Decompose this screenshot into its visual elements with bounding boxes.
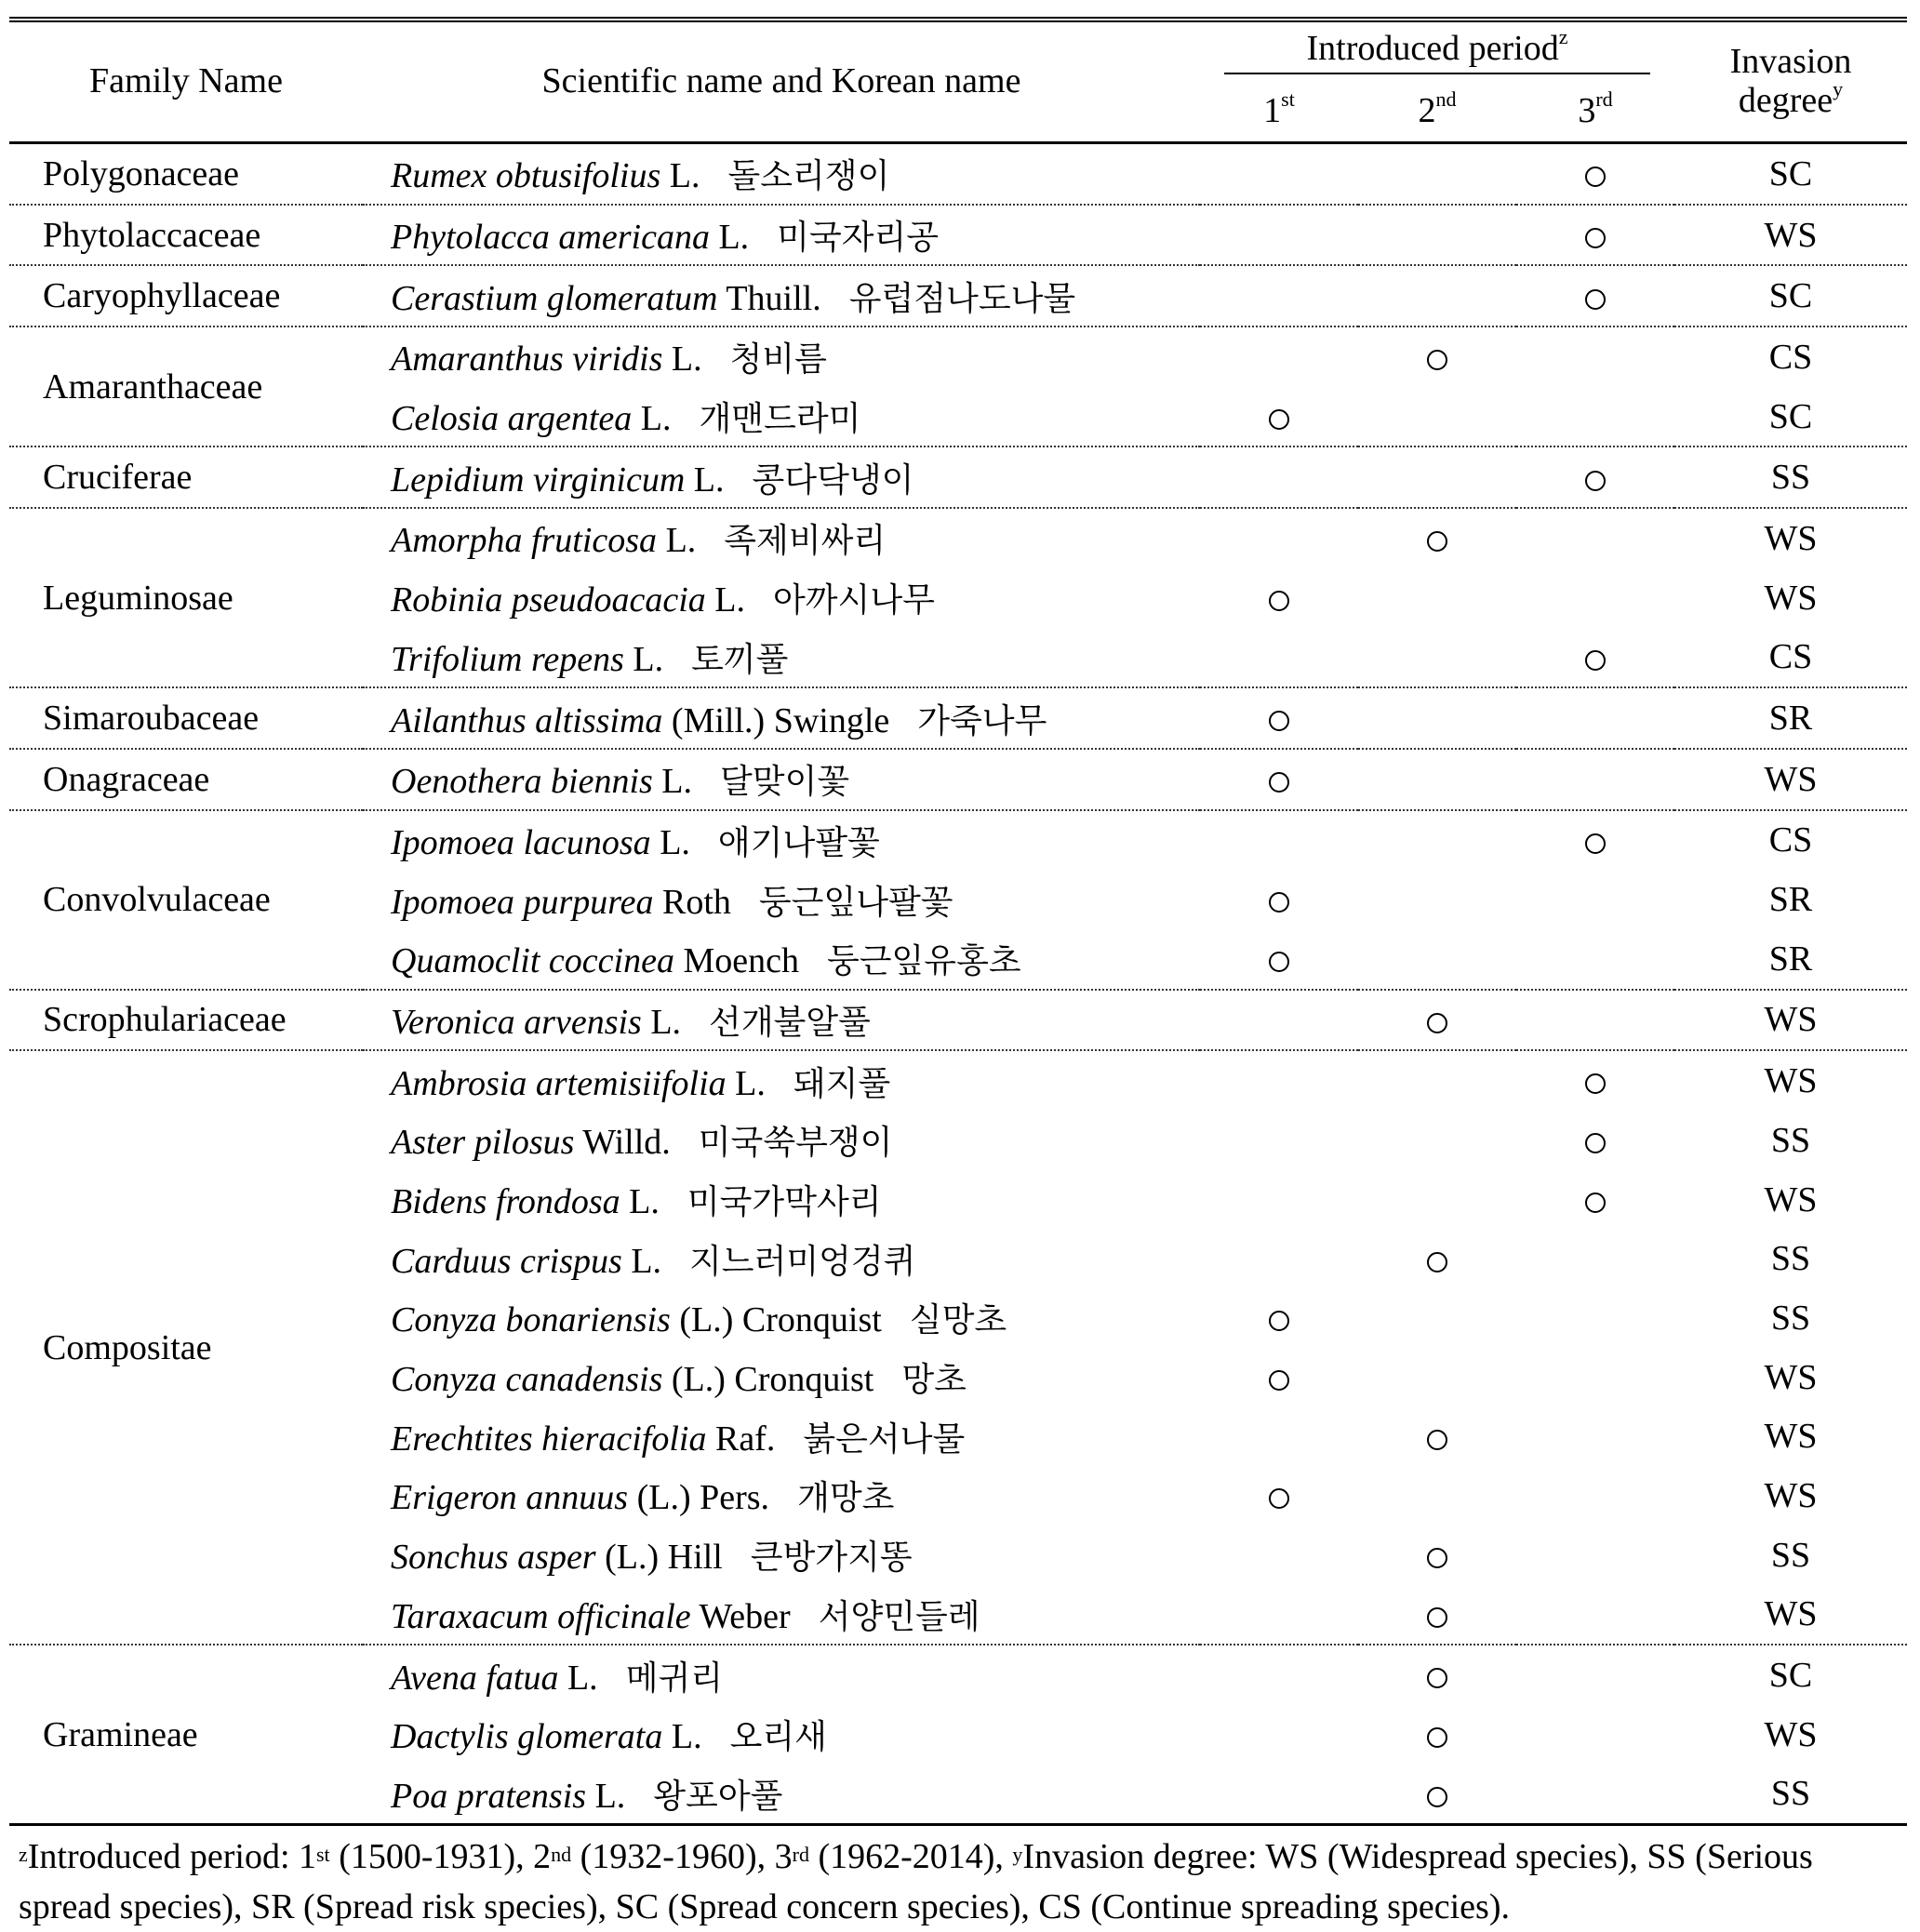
scientific-name-cell xyxy=(363,568,1200,628)
period-1-cell xyxy=(1200,387,1358,447)
header-period-3rd: 3rd xyxy=(1516,82,1674,143)
korean-name: 애기나팔꽃 xyxy=(717,823,880,862)
scientific-name-cell xyxy=(363,1585,1200,1646)
korean-name: 오리새 xyxy=(729,1718,827,1757)
species-table-sheet xyxy=(9,17,1907,1932)
species-authority: (L.) Cronquist xyxy=(671,1360,874,1400)
invasion-degree-cell: SR xyxy=(1674,929,1907,990)
korean-name: 둥근잎유홍초 xyxy=(826,942,1021,981)
scientific-name-cell xyxy=(363,1050,1200,1111)
period-2-cell xyxy=(1358,1466,1516,1526)
invasion-degree-cell: SC xyxy=(1674,265,1907,326)
circle-mark-icon xyxy=(1269,711,1289,731)
invasion-degree-cell: SS xyxy=(1770,1120,1811,1160)
species-binomial: Bidens frondosa xyxy=(391,1182,620,1222)
period-3-cell xyxy=(1516,1645,1674,1705)
period-3-cell xyxy=(1516,568,1674,628)
period-1-cell xyxy=(1200,1645,1358,1705)
table-row xyxy=(9,1050,1907,1111)
species-binomial: Quamoclit coccinea xyxy=(391,941,674,981)
korean-name: 족제비싸리 xyxy=(724,522,887,561)
period-1-cell xyxy=(1200,1170,1358,1230)
period-2-cell xyxy=(1358,1111,1516,1170)
period-2-cell xyxy=(1358,1585,1516,1646)
circle-mark-icon xyxy=(1269,591,1289,611)
scientific-name-cell xyxy=(363,990,1200,1051)
family-name-cell: Compositae xyxy=(9,1050,363,1645)
species-authority: L. xyxy=(650,1002,682,1042)
header-period-2nd: 2nd xyxy=(1358,82,1516,143)
invasion-degree-cell: SS xyxy=(1770,1239,1811,1279)
korean-name: 달맞이꽃 xyxy=(720,763,850,802)
period-2-cell xyxy=(1358,870,1516,929)
scientific-name-cell xyxy=(363,929,1200,990)
table-body xyxy=(9,143,1907,1825)
korean-name: 망초 xyxy=(901,1361,967,1400)
family-name-cell: Simaroubaceae xyxy=(9,687,363,749)
korean-name: 큰방가지똥 xyxy=(750,1539,913,1578)
period-3-cell xyxy=(1516,749,1674,810)
period-2-cell xyxy=(1358,1050,1516,1111)
period-3-cell xyxy=(1516,1348,1674,1407)
period-1-cell xyxy=(1200,568,1358,628)
species-authority: L. xyxy=(693,460,725,500)
period-3-cell xyxy=(1516,446,1674,508)
period-3-cell xyxy=(1516,1111,1674,1170)
species-binomial: Ailanthus altissima xyxy=(391,700,663,740)
species-binomial: Oenothera biennis xyxy=(391,762,653,802)
period-1-cell xyxy=(1200,687,1358,749)
scientific-name-cell xyxy=(363,1645,1200,1705)
korean-name: 토끼풀 xyxy=(691,640,789,679)
table-row xyxy=(9,265,1907,326)
invasion-degree-cell: SC xyxy=(1674,387,1907,447)
period-1-cell xyxy=(1200,1765,1358,1825)
circle-mark-icon xyxy=(1585,1193,1606,1213)
species-authority: L. xyxy=(631,1241,662,1281)
circle-mark-icon xyxy=(1269,892,1289,913)
scientific-name-cell xyxy=(363,1705,1200,1765)
table-footnote: $^z$Introduced period: 1st (1500-1931), 2nd (1932-1960), 3rd (1962-2014), $^y$Invasion degree: WS (Widespread species), SS (Serious spread species), SR (Spread risk species), SC (Spread concern species), CS (Continue spreading species). xyxy=(19,1837,1813,1927)
korean-name: 메귀리 xyxy=(625,1659,724,1698)
circle-mark-icon xyxy=(1585,471,1606,491)
korean-name: 돌소리쟁이 xyxy=(727,157,890,196)
circle-mark-icon xyxy=(1427,350,1447,370)
korean-name: 둥근잎나팔꽃 xyxy=(758,883,953,922)
invasion-degree-cell: SC xyxy=(1768,1656,1813,1696)
invasion-degree-cell: WS xyxy=(1764,1417,1818,1457)
scientific-name-cell xyxy=(363,1406,1200,1466)
circle-mark-icon xyxy=(1427,1787,1447,1807)
species-authority: L. xyxy=(640,399,672,439)
invasion-degree-cell: SS xyxy=(1770,1535,1811,1575)
circle-mark-icon xyxy=(1585,833,1606,854)
invasion-degree-cell: WS xyxy=(1674,990,1907,1051)
invasion-degree-cell: WS xyxy=(1764,1714,1818,1754)
period-3-cell xyxy=(1516,1705,1674,1765)
circle-mark-icon xyxy=(1427,1668,1447,1688)
family-name-cell: Phytolaccaceae xyxy=(9,205,363,266)
scientific-name-cell xyxy=(363,446,1200,508)
species-authority: (L.) Hill xyxy=(605,1538,723,1578)
period-3-cell xyxy=(1516,1406,1674,1466)
period-3-cell xyxy=(1516,1170,1674,1230)
species-authority: L. xyxy=(669,156,700,196)
period-2-cell xyxy=(1358,205,1516,266)
period-3-cell xyxy=(1516,1050,1674,1111)
circle-mark-icon xyxy=(1427,1013,1447,1033)
period-3-cell xyxy=(1516,810,1674,871)
table-row xyxy=(9,508,1907,568)
scientific-name-cell xyxy=(363,387,1200,447)
korean-name: 서양민들레 xyxy=(818,1597,980,1636)
species-binomial: Aster pilosus xyxy=(391,1123,575,1163)
scientific-name-cell xyxy=(363,1288,1200,1348)
circle-mark-icon xyxy=(1585,167,1606,187)
korean-name: 지느러미엉겅퀴 xyxy=(689,1242,916,1281)
species-binomial: Lepidium virginicum xyxy=(391,460,686,500)
scientific-name-cell xyxy=(363,1466,1200,1526)
species-authority: Willd. xyxy=(582,1123,671,1163)
period-1-cell xyxy=(1200,1111,1358,1170)
korean-name: 붉은서나물 xyxy=(803,1419,966,1459)
period-2-cell xyxy=(1358,1645,1516,1705)
period-1-cell xyxy=(1200,446,1358,508)
species-authority: (L.) Pers. xyxy=(636,1478,770,1518)
invasion-degree-cell: WS xyxy=(1764,518,1818,558)
period-2-cell xyxy=(1358,1705,1516,1765)
korean-name: 콩다닥냉이 xyxy=(752,460,914,500)
table-row xyxy=(9,326,1907,387)
scientific-name-cell xyxy=(363,508,1200,568)
species-authority: L. xyxy=(567,1658,598,1698)
period-2-cell xyxy=(1358,508,1516,568)
korean-name: 가죽나무 xyxy=(917,701,1047,740)
period-3-cell xyxy=(1516,265,1674,326)
invasion-degree-cell: SR xyxy=(1674,687,1907,749)
circle-mark-icon xyxy=(1427,1430,1447,1450)
circle-mark-icon xyxy=(1427,1252,1447,1272)
period-3-cell xyxy=(1516,1765,1674,1825)
period-2-cell xyxy=(1358,1348,1516,1407)
period-1-cell xyxy=(1200,1526,1358,1585)
species-authority: L. xyxy=(714,580,745,620)
scientific-name-cell xyxy=(363,265,1200,326)
period-2-cell xyxy=(1358,990,1516,1051)
species-binomial: Avena fatua xyxy=(391,1658,559,1698)
scientific-name-cell xyxy=(363,1229,1200,1288)
period-2-cell xyxy=(1358,1229,1516,1288)
species-binomial: Ambrosia artemisiifolia xyxy=(391,1063,727,1103)
period-1-cell xyxy=(1200,1288,1358,1348)
invasion-degree-cell: WS xyxy=(1674,1585,1907,1646)
scientific-name-cell xyxy=(363,205,1200,266)
species-authority: Moench xyxy=(683,941,799,981)
period-3-cell xyxy=(1516,205,1674,266)
invasion-degree-cell: CS xyxy=(1768,820,1813,860)
period-2-cell xyxy=(1358,1526,1516,1585)
species-binomial: Carduus crispus xyxy=(391,1241,622,1281)
invasion-degree-cell: SS xyxy=(1674,446,1907,508)
period-3-cell xyxy=(1516,326,1674,387)
period-2-cell xyxy=(1358,749,1516,810)
species-binomial: Celosia argentea xyxy=(391,399,633,439)
invasion-degree-cell: SR xyxy=(1768,880,1813,920)
period-2-cell xyxy=(1358,687,1516,749)
period-3-cell xyxy=(1516,870,1674,929)
period-1-cell xyxy=(1200,1466,1358,1526)
period-1-cell xyxy=(1200,205,1358,266)
korean-name: 개맨드라미 xyxy=(699,400,861,439)
period-1-cell xyxy=(1200,1229,1358,1288)
korean-name: 아까시나무 xyxy=(773,581,935,620)
species-binomial: Conyza bonariensis xyxy=(391,1300,671,1340)
period-3-cell xyxy=(1516,1526,1674,1585)
species-authority: L. xyxy=(633,639,664,679)
invasion-degree-cell: WS xyxy=(1764,1061,1818,1101)
circle-mark-icon xyxy=(1427,1607,1447,1628)
period-1-cell xyxy=(1200,870,1358,929)
header-family-name: Family Name xyxy=(9,22,363,143)
period-1-cell xyxy=(1200,810,1358,871)
period-3-cell xyxy=(1516,1466,1674,1526)
korean-name: 미국쑥부쟁이 xyxy=(698,1124,893,1163)
circle-mark-icon xyxy=(1269,1370,1289,1391)
species-authority: L. xyxy=(629,1182,660,1222)
family-name-cell: Cruciferae xyxy=(9,446,363,508)
period-1-cell xyxy=(1200,1585,1358,1646)
period-2-cell xyxy=(1358,1765,1516,1825)
species-binomial: Rumex obtusifolius xyxy=(391,156,661,196)
period-2-cell xyxy=(1358,1170,1516,1230)
invasion-degree-cell: WS xyxy=(1764,1357,1818,1397)
family-name-cell: Polygonaceae xyxy=(9,143,363,205)
species-binomial: Cerastium glomeratum xyxy=(391,278,718,318)
species-authority: L. xyxy=(660,822,690,862)
period-2-cell xyxy=(1358,326,1516,387)
invasion-degree-cell: CS xyxy=(1674,628,1907,688)
scientific-name-cell xyxy=(363,870,1200,929)
scientific-name-cell xyxy=(363,687,1200,749)
species-authority: L. xyxy=(671,1717,702,1757)
period-1-cell xyxy=(1200,143,1358,205)
korean-name: 왕포아풀 xyxy=(653,1777,783,1816)
period-3-cell xyxy=(1516,1229,1674,1288)
table-row xyxy=(9,1645,1907,1705)
invasion-degree-cell: CS xyxy=(1768,337,1813,377)
scientific-name-cell xyxy=(363,810,1200,871)
circle-mark-icon xyxy=(1585,289,1606,310)
period-2-cell xyxy=(1358,446,1516,508)
species-binomial: Poa pratensis xyxy=(391,1776,587,1816)
period-2-cell xyxy=(1358,143,1516,205)
period-2-cell xyxy=(1358,568,1516,628)
scientific-name-cell xyxy=(363,1348,1200,1407)
circle-mark-icon xyxy=(1585,228,1606,248)
period-1-cell xyxy=(1200,628,1358,688)
species-authority: L. xyxy=(594,1776,626,1816)
korean-name: 선개불알풀 xyxy=(709,1003,871,1042)
species-binomial: Ipomoea purpurea xyxy=(391,882,654,922)
korean-name: 청비름 xyxy=(729,340,827,380)
family-name-cell: Amaranthaceae xyxy=(9,326,363,446)
korean-name: 개망초 xyxy=(797,1479,895,1518)
korean-name: 미국가막사리 xyxy=(687,1183,882,1222)
period-2-cell xyxy=(1358,387,1516,447)
scientific-name-cell xyxy=(363,143,1200,205)
period-1-cell xyxy=(1200,326,1358,387)
family-name-cell: Leguminosae xyxy=(9,508,363,687)
korean-name: 돼지풀 xyxy=(793,1064,891,1103)
species-binomial: Conyza canadensis xyxy=(391,1360,663,1400)
species-binomial: Ipomoea lacunosa xyxy=(391,822,651,862)
species-authority: L. xyxy=(665,521,697,561)
species-binomial: Taraxacum officinale xyxy=(391,1596,691,1636)
period-3-cell xyxy=(1516,687,1674,749)
period-1-cell xyxy=(1200,265,1358,326)
invasion-degree-cell: WS xyxy=(1674,205,1907,266)
family-name-cell: Caryophyllaceae xyxy=(9,265,363,326)
circle-mark-icon xyxy=(1585,650,1606,671)
korean-name: 유럽점나도나물 xyxy=(848,279,1076,318)
circle-mark-icon xyxy=(1269,409,1289,430)
period-1-cell xyxy=(1200,1050,1358,1111)
period-1-cell xyxy=(1200,508,1358,568)
invasion-degree-cell: WS xyxy=(1764,1475,1818,1515)
table-row xyxy=(9,143,1907,205)
period-1-cell xyxy=(1200,990,1358,1051)
species-authority: Raf. xyxy=(714,1419,776,1459)
species-authority: L. xyxy=(661,762,693,802)
invasion-degree-cell: SS xyxy=(1770,1298,1811,1338)
invasion-degree-cell: WS xyxy=(1674,749,1907,810)
period-3-cell xyxy=(1516,143,1674,205)
circle-mark-icon xyxy=(1269,952,1289,972)
period-2-cell xyxy=(1358,1288,1516,1348)
invasive-species-table xyxy=(9,22,1907,1826)
table-row xyxy=(9,446,1907,508)
species-authority: Roth xyxy=(662,882,731,922)
period-3-cell xyxy=(1516,1288,1674,1348)
period-1-cell xyxy=(1200,1705,1358,1765)
species-authority: L. xyxy=(735,1063,766,1103)
species-binomial: Veronica arvensis xyxy=(391,1002,642,1042)
species-authority: L. xyxy=(718,218,750,258)
period-2-cell xyxy=(1358,628,1516,688)
period-3-cell xyxy=(1516,628,1674,688)
species-binomial: Sonchus asper xyxy=(391,1538,596,1578)
period-1-cell xyxy=(1200,1406,1358,1466)
species-authority: (L.) Cronquist xyxy=(679,1300,882,1340)
circle-mark-icon xyxy=(1427,1548,1447,1568)
species-binomial: Robinia pseudoacacia xyxy=(391,580,706,620)
table-row xyxy=(9,990,1907,1051)
period-3-cell xyxy=(1516,990,1674,1051)
species-binomial: Amaranthus viridis xyxy=(391,340,663,380)
circle-mark-icon xyxy=(1427,531,1447,552)
header-introduced-period: Introduced period$^z$ xyxy=(1200,22,1674,82)
scientific-name-cell xyxy=(363,749,1200,810)
species-binomial: Dactylis glomerata xyxy=(391,1717,663,1757)
circle-mark-icon xyxy=(1585,1073,1606,1094)
period-1-cell xyxy=(1200,749,1358,810)
scientific-name-cell xyxy=(363,326,1200,387)
species-binomial: Trifolium repens xyxy=(391,639,624,679)
family-name-cell: Onagraceae xyxy=(9,749,363,810)
period-2-cell xyxy=(1358,265,1516,326)
invasion-degree-cell: SS xyxy=(1674,1765,1907,1825)
period-1-cell xyxy=(1200,1348,1358,1407)
korean-name: 미국자리공 xyxy=(777,219,940,258)
circle-mark-icon xyxy=(1269,772,1289,793)
scientific-name-cell xyxy=(363,1526,1200,1585)
period-2-cell xyxy=(1358,1406,1516,1466)
family-name-cell: Scrophulariaceae xyxy=(9,990,363,1051)
circle-mark-icon xyxy=(1269,1488,1289,1509)
species-authority: (Mill.) Swingle xyxy=(671,700,890,740)
header-invasion-degree: Invasion degree$^y$ xyxy=(1674,22,1907,143)
circle-mark-icon xyxy=(1269,1311,1289,1331)
period-3-cell xyxy=(1516,387,1674,447)
species-authority: Thuill. xyxy=(726,278,821,318)
table-row xyxy=(9,205,1907,266)
table-row xyxy=(9,749,1907,810)
scientific-name-cell xyxy=(363,1170,1200,1230)
period-2-cell xyxy=(1358,810,1516,871)
header-period-1st: 1st xyxy=(1200,82,1358,143)
table-row xyxy=(9,687,1907,749)
korean-name: 실망초 xyxy=(909,1301,1007,1340)
species-binomial: Amorpha fruticosa xyxy=(391,521,658,561)
header-scientific-name: Scientific name and Korean name xyxy=(363,22,1200,143)
invasion-degree-cell: WS xyxy=(1764,578,1818,618)
invasion-degree-cell: SC xyxy=(1674,143,1907,205)
scientific-name-cell xyxy=(363,1111,1200,1170)
species-authority: Weber xyxy=(699,1596,791,1636)
period-1-cell xyxy=(1200,929,1358,990)
invasion-degree-cell: WS xyxy=(1764,1179,1818,1219)
period-3-cell xyxy=(1516,1585,1674,1646)
circle-mark-icon xyxy=(1585,1133,1606,1153)
period-3-cell xyxy=(1516,508,1674,568)
scientific-name-cell xyxy=(363,1765,1200,1825)
family-name-cell: Gramineae xyxy=(9,1645,363,1825)
species-binomial: Erigeron annuus xyxy=(391,1478,629,1518)
species-binomial: Erechtites hieracifolia xyxy=(391,1419,707,1459)
species-authority: L. xyxy=(671,340,702,380)
period-2-cell xyxy=(1358,929,1516,990)
species-binomial: Phytolacca americana xyxy=(391,218,710,258)
scientific-name-cell xyxy=(363,628,1200,688)
circle-mark-icon xyxy=(1427,1727,1447,1748)
family-name-cell: Convolvulaceae xyxy=(9,810,363,990)
period-3-cell xyxy=(1516,929,1674,990)
table-row xyxy=(9,810,1907,871)
